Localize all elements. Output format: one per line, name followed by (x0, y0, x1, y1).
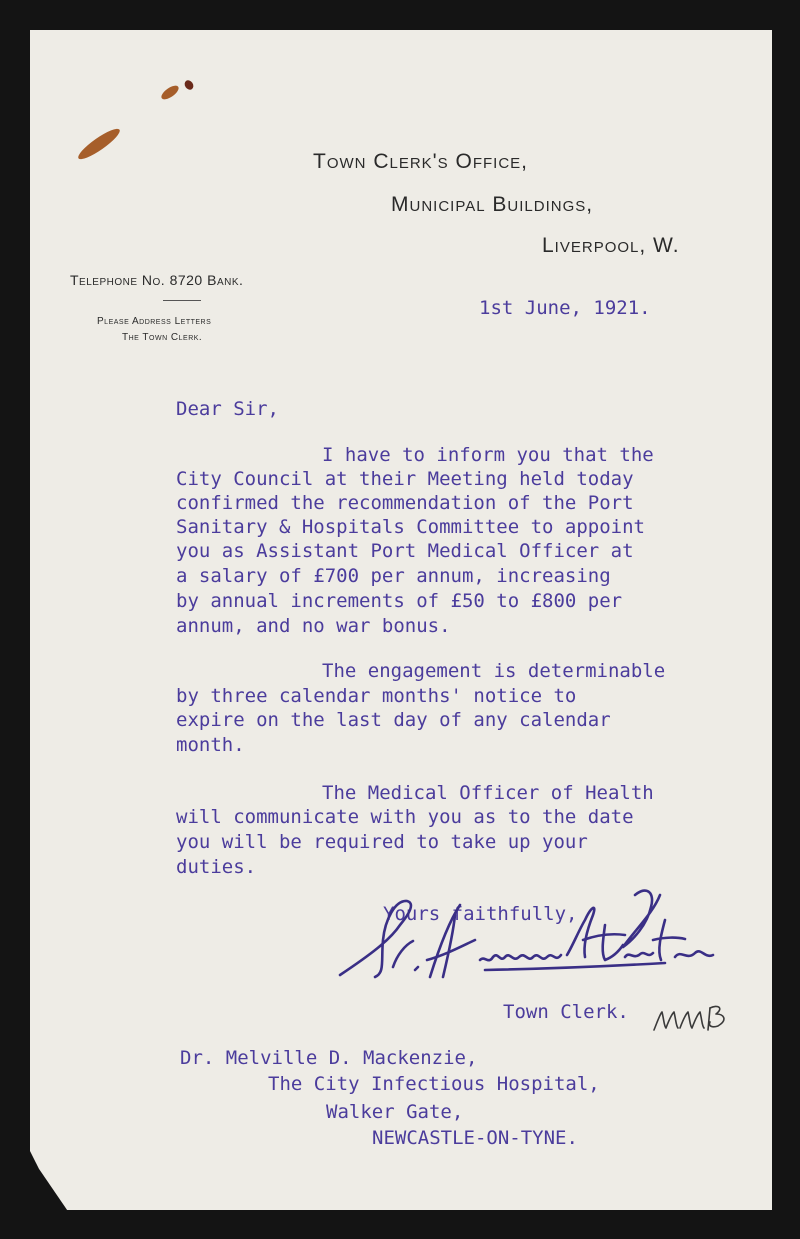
signatory-title: Town Clerk. (503, 1001, 629, 1023)
letterhead-divider (163, 300, 201, 301)
handwritten-signature (335, 885, 735, 985)
handwritten-initials (650, 1000, 740, 1036)
recipient-line: NEWCASTLE-ON-TYNE. (372, 1127, 578, 1149)
body-line: you as Assistant Port Medical Officer at (176, 540, 634, 562)
office-line-3: Liverpool, W. (542, 234, 680, 257)
office-line-1: Town Clerk's Office, (313, 150, 529, 173)
office-line-2: Municipal Buildings, (391, 193, 594, 216)
body-line: by three calendar months' notice to (176, 685, 577, 707)
body-line: The Medical Officer of Health (322, 782, 654, 804)
recipient-line: Dr. Melville D. Mackenzie, (180, 1047, 478, 1069)
recipient-line: The City Infectious Hospital, (268, 1073, 600, 1095)
body-line: Sanitary & Hospitals Committee to appoint (176, 516, 645, 538)
letter-date: 1st June, 1921. (479, 297, 651, 319)
salutation: Dear Sir, (176, 398, 279, 420)
body-line: by annual increments of £50 to £800 per (176, 590, 623, 612)
address-line-1: Please Address Letters (97, 316, 212, 327)
body-line: The engagement is determinable (322, 660, 666, 682)
body-line: I have to inform you that the (322, 444, 654, 466)
body-line: a salary of £700 per annum, increasing (176, 565, 611, 587)
body-line: duties. (176, 856, 257, 878)
body-line: will communicate with you as to the date (176, 806, 634, 828)
body-line: you will be required to take up your (176, 831, 588, 853)
body-line: annum, and no war bonus. (176, 615, 451, 637)
body-line: City Council at their Meeting held today (176, 468, 634, 490)
address-line-2: The Town Clerk. (122, 332, 203, 343)
body-line: month. (176, 734, 245, 756)
closing: Yours faithfully, (383, 903, 578, 925)
telephone-line: Telephone No. 8720 Bank. (70, 272, 244, 288)
recipient-line: Walker Gate, (326, 1101, 464, 1123)
body-line: confirmed the recommendation of the Port (176, 492, 634, 514)
body-line: expire on the last day of any calendar (176, 709, 611, 731)
